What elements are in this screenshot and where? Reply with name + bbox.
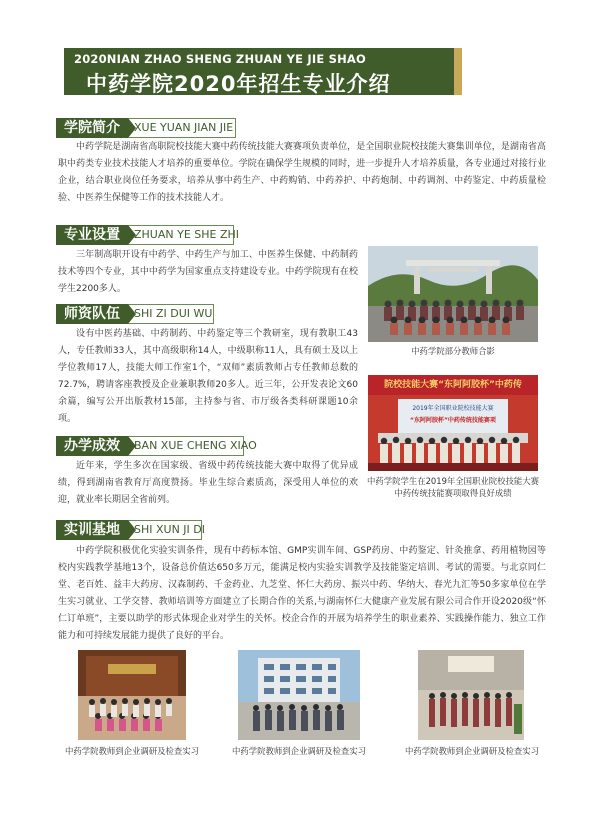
bottom-photo-2 [238,650,360,740]
page-title: 中药学院2020年招生专业介绍 [86,72,391,96]
section-header-majors [56,225,240,245]
section-title-cn: 办学成效 [56,436,128,456]
section-title-en: BAN XUE CHENG XIAO [120,436,244,456]
bottom-photo-2-illustration [238,650,360,740]
majors-paragraph: 三年制高职开设有中药学、中药生产与加工、中医养生保健、中药制药技术等四个专业，其中中药学为国家重点支持建设专业。中药学院现有在校学生2200多人。 [58,250,358,294]
section-title-cn: 学院简介 [56,118,128,138]
competition-board-line1: 2019年全国职业院校技能大赛 [412,405,494,412]
header-banner [64,48,454,95]
competition-photo [368,375,538,471]
bottom-photo-1 [78,650,186,740]
section-title-en: SHI XUN JI DI [120,520,202,540]
section-header-intro [56,118,236,138]
results-paragraph: 近年来，学生多次在国家级、省级中药传统技能大赛中取得了优异成绩，得到湖南省教育厅高度赞扬。毕业生综合素质高，深受用人单位的欢迎，就业率长期居全省前列。 [58,461,358,505]
faculty-group-caption: 中药学院部分教师合影 [411,346,495,356]
bottom-photo-3 [418,650,524,740]
bottom-photo-1-illustration [78,650,186,740]
competition-board-line2: “东阿阿胶杯”中药传统技能赛项 [410,417,496,424]
bottom-photo-3-illustration [418,650,524,740]
faculty-paragraph: 设有中医药基础、中药制药、中药鉴定等三个教研室，现有教职工43人，专任教师33人，其中高级职称14人，中级职称11人，具有硕士及以上学位教师17人，技能大师工作室1个，“双师”素质教师占专任教师总数的72.7%，聘请客座教授及企业兼职教师20多人。近三年，公开发表论文60余篇，编写公开出版教材15部，主持参与省、市厅级各类科研课题10余项。 [58,329,358,424]
section-title-cn: 实训基地 [56,520,128,540]
section-header-training [56,520,206,540]
section-title-en: SHI ZI DUI WU [120,304,214,324]
training-paragraph: 中药学院积极优化实验实训条件，现有中药标本馆、GMP实训车间、GSP药房、中药鉴定、针灸推拿、药用植物园等校内实践教学基地13个，设备总价值达650多万元，能满足校内实验实训教学及技能鉴定培训、考试的需要。与北京同仁堂、老百姓、益丰大药房、汉森制药、千金药业、九芝堂、怀仁大药房、振兴中药、华纳大、春光九汇等50多家单位在学生实习就业、工学交替、教师培训等方面建立了长期合作的关系,与湖南怀仁大健康产业发展有限公司合作开设2020级“怀仁订单班”，主要以助学的形式体现企业对学生的关怀。校企合作的开展为培养学生的职业素养、实践操作能力、独立工作能力和可持续发展能力提供了良好的平台。 [58,546,546,641]
bottom-caption-2: 中药学院教师到企业调研及检查实习 [232,746,366,756]
section-title-en: XUE YUAN JIAN JIE [120,118,236,138]
intro-paragraph: 中药学院是湖南省高职院校技能大赛中药传统技能大赛赛项负责单位，是全国职业院校技能大赛集训单位，是湖南省高职中药类专业技术技能人才培养的重要单位。学院在确保学生规模的同时，进一步提升人才培养质量，各专业通过对接行业企业，结合职业岗位任务要求，培养从事中药生产、中药购销、中药养护、中药炮制、中药调剂、中药鉴定、中药质量检验、中医养生保健等工作的技术技能人才。 [58,142,546,203]
faculty-group-photo [368,246,538,342]
section-header-faculty [56,304,214,324]
bottom-caption-3: 中药学院教师到企业调研及检查实习 [405,746,539,756]
section-title-en: ZHUAN YE SHE ZHI [120,225,234,245]
section-title-cn: 专业设置 [56,225,128,245]
section-header-results [56,436,257,456]
competition-caption: 中药学院学生在2019年全国职业院校技能大赛中药传统技能赛项取得良好成绩 [366,476,540,498]
faculty-group-illustration [368,246,538,342]
header-accent-bar [454,48,462,95]
header-subtitle: 2020NIAN ZHAO SHENG ZHUAN YE JIE SHAO [74,52,366,66]
competition-banner-text: 院校技能大赛“东阿阿胶杯”中药传 [384,380,522,390]
section-title-cn: 师资队伍 [56,304,128,324]
bottom-caption-1: 中药学院教师到企业调研及检查实习 [65,746,199,756]
